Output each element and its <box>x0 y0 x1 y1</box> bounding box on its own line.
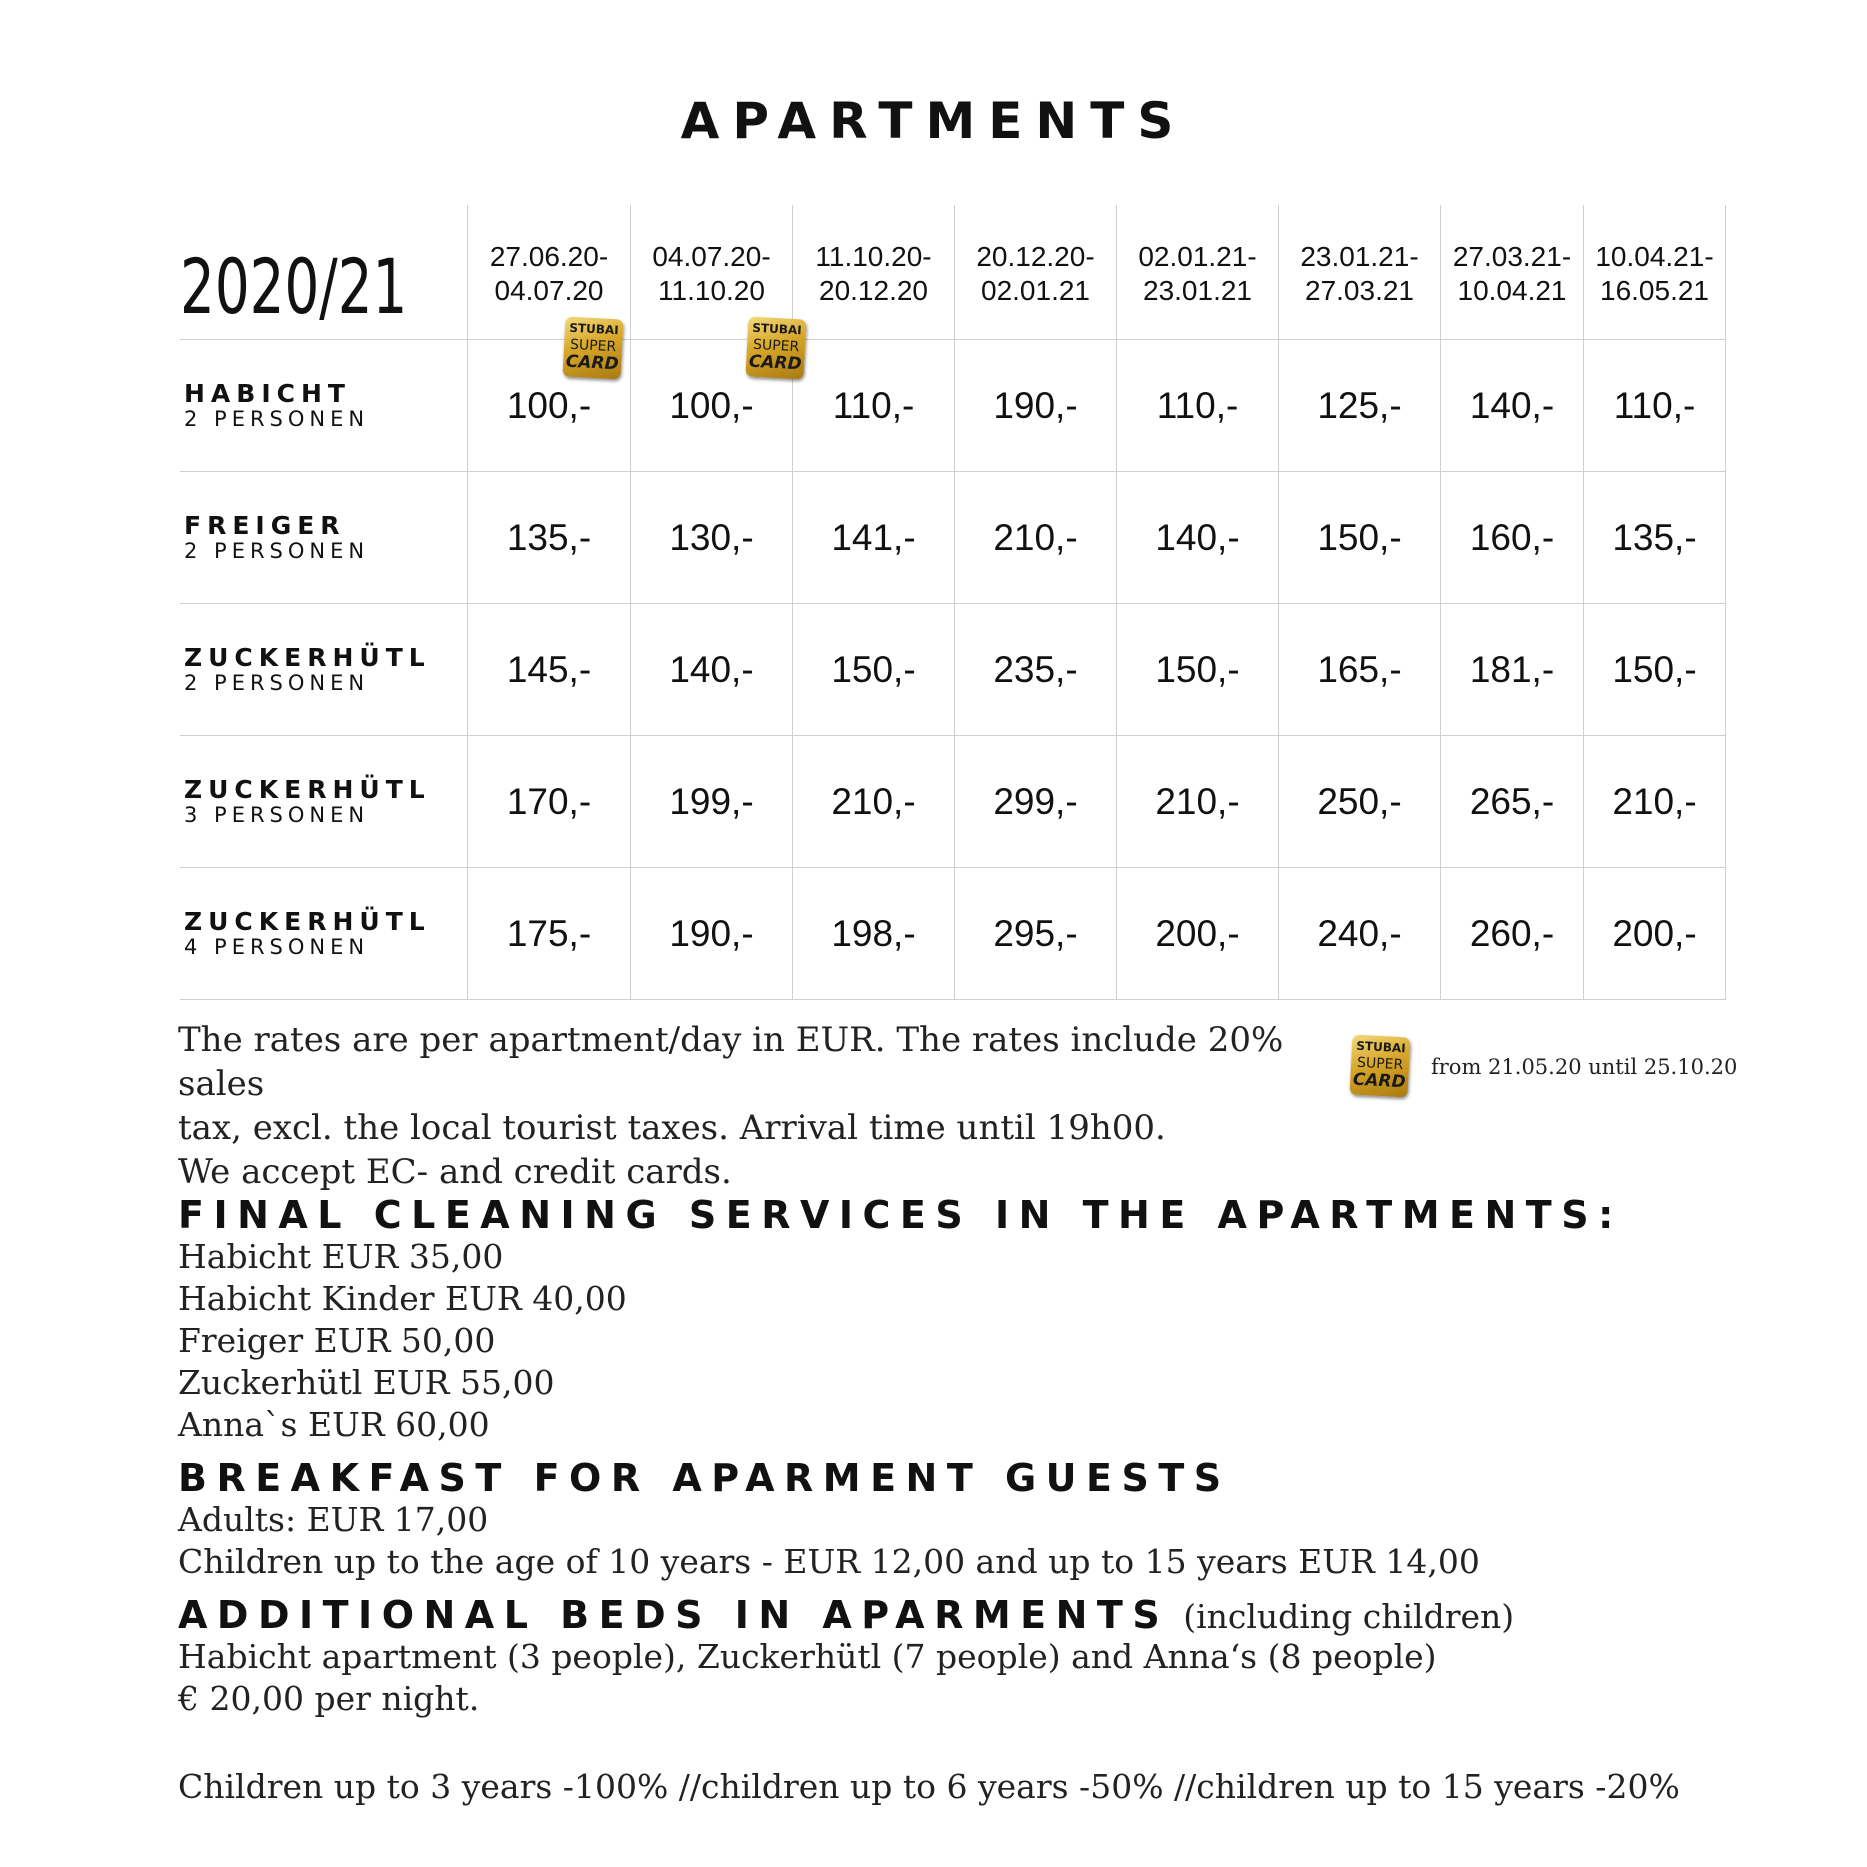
period-to: 16.05.21 <box>1600 275 1709 306</box>
price-value: 199,- <box>669 780 754 822</box>
price-cell <box>1117 472 1279 604</box>
rates-note <box>178 1018 1338 1194</box>
period-from: 11.10.20- <box>815 241 932 272</box>
period-header <box>1441 205 1584 340</box>
room-name: FREIGER <box>184 510 346 540</box>
period-from: 10.04.21- <box>1595 241 1714 272</box>
period-to: 23.01.21 <box>1143 275 1252 306</box>
period-to: 10.04.21 <box>1457 275 1567 306</box>
price-cell <box>1584 340 1726 472</box>
price-value: 100,- <box>669 384 754 426</box>
list-item: Freiger EUR 50,00 <box>178 1321 496 1360</box>
period-from: 27.06.20- <box>489 241 609 272</box>
period-header <box>793 205 955 340</box>
price-cell <box>631 320 803 472</box>
period-from: 02.01.21- <box>1138 241 1257 272</box>
stubai-super-card-icon: STUBAI SUPER CARD <box>1349 1035 1410 1098</box>
period-header <box>955 205 1117 340</box>
room-persons: 3 PERSONEN <box>184 802 370 827</box>
price-value: 110,- <box>1613 384 1696 426</box>
price-cell <box>1441 604 1584 736</box>
price-value: 135,- <box>506 516 592 558</box>
price-value: 160,- <box>1469 516 1555 558</box>
price-cell <box>793 604 955 736</box>
period-to: 02.01.21 <box>981 275 1090 306</box>
super-card-validity: from 21.05.20 until 25.10.20 <box>1431 1055 1738 1079</box>
rates-note-line: The rates are per apartment/day in EUR. The rates include 20% sales <box>178 1020 1284 1104</box>
period-to: 04.07.20 <box>494 275 604 306</box>
room-name: ZUCKERHÜTL <box>184 774 431 804</box>
cleaning-list <box>178 1236 627 1446</box>
price-value: 141,- <box>831 516 916 558</box>
room-name: ZUCKERHÜTL <box>184 906 431 936</box>
table-row <box>180 340 1726 472</box>
price-cell <box>468 472 631 604</box>
room-cell <box>180 736 468 868</box>
price-value: 200,- <box>1155 912 1240 954</box>
period-from: 04.07.20- <box>652 241 771 272</box>
table-row <box>180 868 1726 1000</box>
price-cell <box>1117 340 1279 472</box>
price-cell <box>631 472 793 604</box>
price-value: 150,- <box>831 648 916 690</box>
year-header-cell <box>180 205 468 340</box>
price-value: 130,- <box>669 516 754 558</box>
season-year: 2020/21 <box>180 242 408 331</box>
price-cell <box>1441 472 1584 604</box>
room-cell <box>180 472 468 604</box>
beds-info <box>178 1636 1437 1720</box>
price-cell <box>1279 340 1441 472</box>
table-row <box>180 736 1726 868</box>
beds-heading <box>178 1593 1514 1637</box>
price-value: 210,- <box>831 780 916 822</box>
price-cell <box>1441 868 1584 1000</box>
rate-table <box>180 205 1726 1000</box>
room-name: ZUCKERHÜTL <box>184 642 431 672</box>
period-to: 11.10.20 <box>658 275 765 306</box>
price-value: 140,- <box>1469 384 1555 426</box>
price-value: 145,- <box>506 648 592 690</box>
price-value: 240,- <box>1317 912 1402 954</box>
price-cell <box>468 868 631 1000</box>
table-header-row <box>180 205 1726 340</box>
price-value: 165,- <box>1317 648 1402 690</box>
list-item: Habicht EUR 35,00 <box>178 1237 504 1276</box>
period-header <box>1279 205 1441 340</box>
price-cell <box>1584 736 1726 868</box>
rates-note-line: We accept EC- and credit cards. <box>178 1152 732 1192</box>
price-value: 190,- <box>669 912 754 954</box>
price-cell <box>955 736 1117 868</box>
price-cell <box>1441 736 1584 868</box>
price-value: 210,- <box>993 516 1078 558</box>
list-item: Habicht Kinder EUR 40,00 <box>178 1279 627 1318</box>
price-value: 190,- <box>993 384 1078 426</box>
stubai-super-card-icon: STUBAI SUPER CARD <box>745 317 806 380</box>
period-to: 20.12.20 <box>819 275 928 306</box>
room-name: HABICHT <box>184 378 351 408</box>
price-cell <box>1584 604 1726 736</box>
price-value: 210,- <box>1155 780 1240 822</box>
price-cell <box>631 736 793 868</box>
table-row <box>180 604 1726 736</box>
price-value: 140,- <box>669 648 754 690</box>
period-header <box>1584 205 1726 340</box>
breakfast-children: Children up to the age of 10 years - EUR 12,00 and up to 15 years EUR 14,00 <box>178 1542 1480 1581</box>
breakfast-heading: BREAKFAST FOR APARMENT GUESTS <box>178 1456 1231 1500</box>
price-value: 110,- <box>1156 384 1239 426</box>
price-value: 181,- <box>1469 648 1555 690</box>
beds-heading-sub: (including children) <box>1183 1597 1515 1636</box>
period-from: 23.01.21- <box>1300 241 1419 272</box>
price-cell <box>1279 472 1441 604</box>
period-from: 20.12.20- <box>976 241 1095 272</box>
price-cell <box>1441 340 1584 472</box>
price-cell <box>468 736 631 868</box>
price-cell <box>793 472 955 604</box>
price-cell <box>1279 604 1441 736</box>
beds-line: Habicht apartment (3 people), Zuckerhütl (7 people) and Anna‘s (8 people) <box>178 1637 1437 1676</box>
price-value: 235,- <box>993 648 1078 690</box>
beds-line: € 20,00 per night. <box>178 1679 480 1718</box>
price-value: 150,- <box>1317 516 1402 558</box>
price-cell <box>631 868 793 1000</box>
period-header <box>1117 205 1279 340</box>
cleaning-heading: FINAL CLEANING SERVICES IN THE APARTMENTS: <box>178 1193 1623 1237</box>
price-cell <box>955 868 1117 1000</box>
period-to: 27.03.21 <box>1305 275 1414 306</box>
price-value: 250,- <box>1317 780 1402 822</box>
price-value: 150,- <box>1612 648 1697 690</box>
price-cell <box>1279 868 1441 1000</box>
price-value: 100,- <box>506 384 592 426</box>
price-value: 200,- <box>1612 912 1697 954</box>
price-cell <box>468 320 631 472</box>
price-cell <box>1279 736 1441 868</box>
room-cell <box>180 868 468 1000</box>
price-cell <box>1117 868 1279 1000</box>
price-value: 175,- <box>506 912 592 954</box>
price-cell <box>1584 868 1726 1000</box>
table-row <box>180 472 1726 604</box>
beds-heading-text: ADDITIONAL BEDS IN APARMENTS <box>178 1593 1170 1637</box>
list-item: Zuckerhütl EUR 55,00 <box>178 1363 555 1402</box>
stubai-super-card-icon: STUBAI SUPER CARD <box>562 317 623 380</box>
breakfast-adults: Adults: EUR 17,00 <box>178 1500 489 1539</box>
price-cell <box>955 604 1117 736</box>
price-cell <box>793 736 955 868</box>
price-value: 125,- <box>1317 384 1402 426</box>
price-value: 135,- <box>1612 516 1697 558</box>
price-cell <box>631 604 793 736</box>
price-value: 110,- <box>832 384 915 426</box>
price-value: 150,- <box>1155 648 1240 690</box>
price-cell <box>1117 604 1279 736</box>
period-from: 27.03.21- <box>1452 241 1572 272</box>
price-value: 299,- <box>993 780 1078 822</box>
price-cell <box>1117 736 1279 868</box>
price-value: 198,- <box>831 912 916 954</box>
price-value: 210,- <box>1612 780 1697 822</box>
price-cell <box>468 604 631 736</box>
children-discount: Children up to 3 years -100% //children up to 6 years -50% //children up to 15 years -20% <box>178 1767 1680 1806</box>
breakfast-info <box>178 1499 1480 1583</box>
price-cell <box>955 472 1117 604</box>
price-value: 295,- <box>993 912 1078 954</box>
price-value: 140,- <box>1155 516 1240 558</box>
price-value: 170,- <box>506 780 592 822</box>
price-value: 260,- <box>1469 912 1555 954</box>
price-cell <box>955 340 1117 472</box>
room-persons: 2 PERSONEN <box>184 670 370 695</box>
room-persons: 2 PERSONEN <box>184 538 370 563</box>
price-cell <box>793 340 955 472</box>
price-value: 265,- <box>1469 780 1555 822</box>
list-item: Anna`s EUR 60,00 <box>178 1405 490 1444</box>
room-cell <box>180 604 468 736</box>
room-persons: 4 PERSONEN <box>184 934 370 959</box>
price-cell <box>793 868 955 1000</box>
room-cell <box>180 340 468 472</box>
page-title: APARTMENTS <box>680 92 1187 150</box>
room-persons: 2 PERSONEN <box>184 406 370 431</box>
rates-note-line: tax, excl. the local tourist taxes. Arrival time until 19h00. <box>178 1108 1166 1148</box>
price-cell <box>1584 472 1726 604</box>
